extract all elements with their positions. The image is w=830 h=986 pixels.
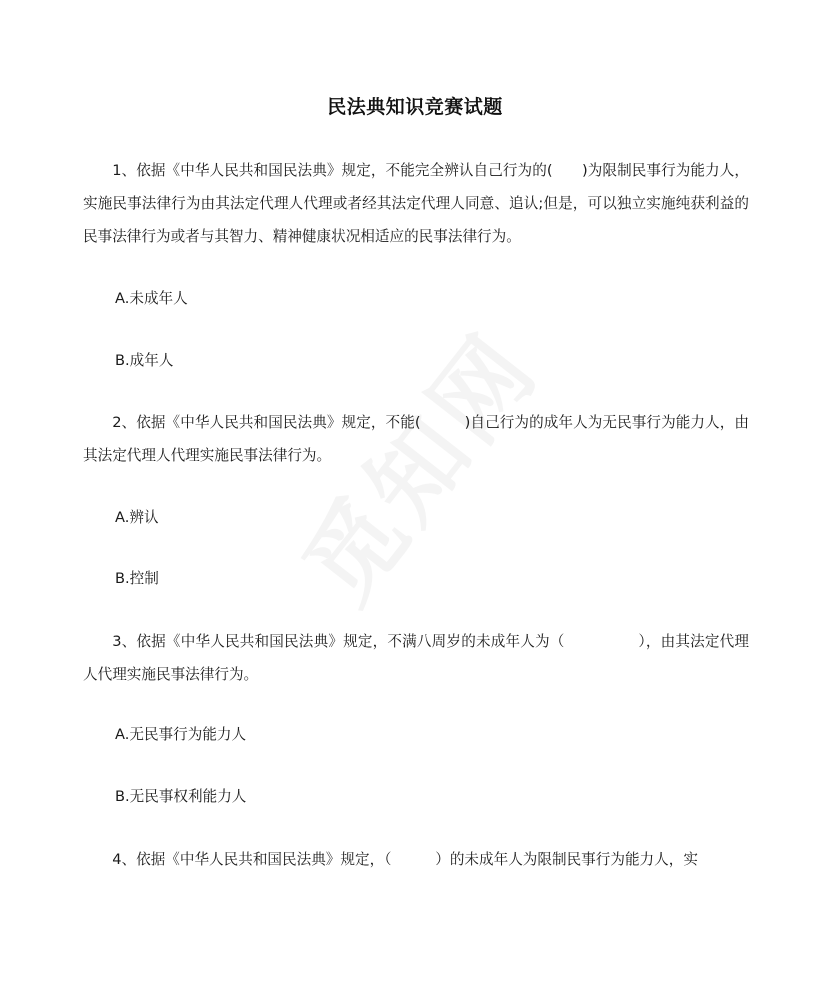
- question-1-option-b: B.成年人: [115, 352, 174, 369]
- document-title: 民法典知识竞赛试题: [327, 96, 503, 118]
- question-4-text: 4、依据《中华人民共和国民法典》规定，（ ）的未成年人为限制民事行为能力人，实: [112, 851, 698, 868]
- question-3-option-a: A.无民事行为能力人: [115, 726, 247, 743]
- question-1-option-a: A.未成年人: [115, 290, 188, 307]
- question-3-text: 3、依据《中华人民共和国民法典》规定，不满八周岁的未成年人为（ ），由其法定代理人代理实施民事法律行为。: [83, 633, 749, 683]
- question-3-option-b: B.无民事权利能力人: [115, 788, 247, 805]
- question-1-text: 1、依据《中华人民共和国民法典》规定，不能完全辨认自己行为的( )为限制民事行为能力人，实施民事法律行为由其法定代理人代理或者经其法定代理人同意、追认;但是，可以独立实施纯获利益的民事法律行为或者与其智力、精神健康状况相适应的民事法律行为。: [83, 162, 749, 245]
- question-2-option-a: A.辨认: [115, 509, 159, 526]
- question-2-option-b: B.控制: [115, 570, 159, 587]
- question-2-text: 2、依据《中华人民共和国民法典》规定，不能( )自己行为的成年人为无民事行为能力人，由其法定代理人代理实施民事法律行为。: [83, 414, 749, 464]
